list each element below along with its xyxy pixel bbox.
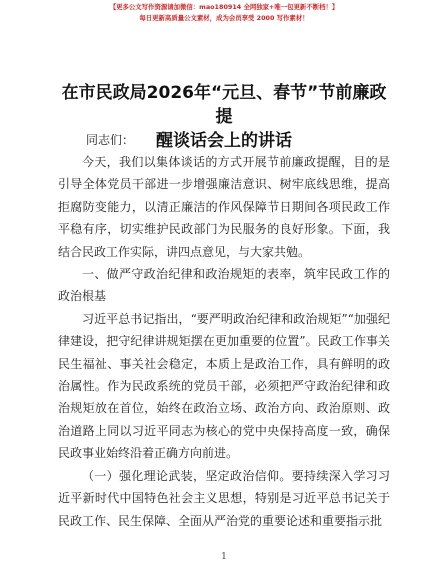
- promo-line-1: 【更多公文写作资源请加微信：mao180914 全网独家+唯一包更新不断档！】: [109, 3, 339, 11]
- page-number: 1: [221, 552, 227, 562]
- promo-line-2: 每日更新高质量公文素材，成为会员享受 2000 写作素材！: [139, 14, 309, 22]
- title-line-1: 在市民政局2026年“元旦、春节”节前廉政提: [61, 83, 387, 127]
- promo-banner: [0, 2, 448, 24]
- title-line-2: 醒谈话会上的讲话: [156, 131, 292, 151]
- body-text: [58, 151, 390, 532]
- paragraph-2: 习近平总书记指出，“要严明政治纪律和政治规矩”“加强纪律建设，把守纪律讲规矩摆在更加重要的位置”。民政工作事关民生福祉、事关社会稳定，本质上是政治工作，具有鲜明的政治属性。作为民政系统的党员干部，必须把严守政治纪律和政治规矩放在首位，始终在政治立场、政治方向、政治原则、政治道路上同以习近平同志为核心的党中央保持高度一致，确保民政事业始终沿着正确方向前进。: [58, 311, 390, 461]
- salutation: 同志们：: [86, 133, 135, 147]
- paragraph-intro: 今天，我们以集体谈话的方式开展节前廉政提醒，目的是引导全体党员干部进一步增强廉洁意识、树牢底线思维，提高拒腐防变能力，以清正廉洁的作风保障节日期间各项民政工作平稳有序，切实维护民政部门为民服务的良好形象。下面，我结合民政工作实际，讲四点意见，与大家共勉。: [58, 155, 390, 259]
- paragraph-3: （一）强化理论武装，坚定政治信仰。要持续深入学习习近平新时代中国特色社会主义思想，特别是习近平总书记关于民政工作、民生保障、全面从严治党的重要论述和重要指示批: [58, 468, 390, 528]
- section-heading-1: 一、做严守政治纪律和政治规矩的表率，筑牢民政工作的政治根基: [58, 267, 390, 304]
